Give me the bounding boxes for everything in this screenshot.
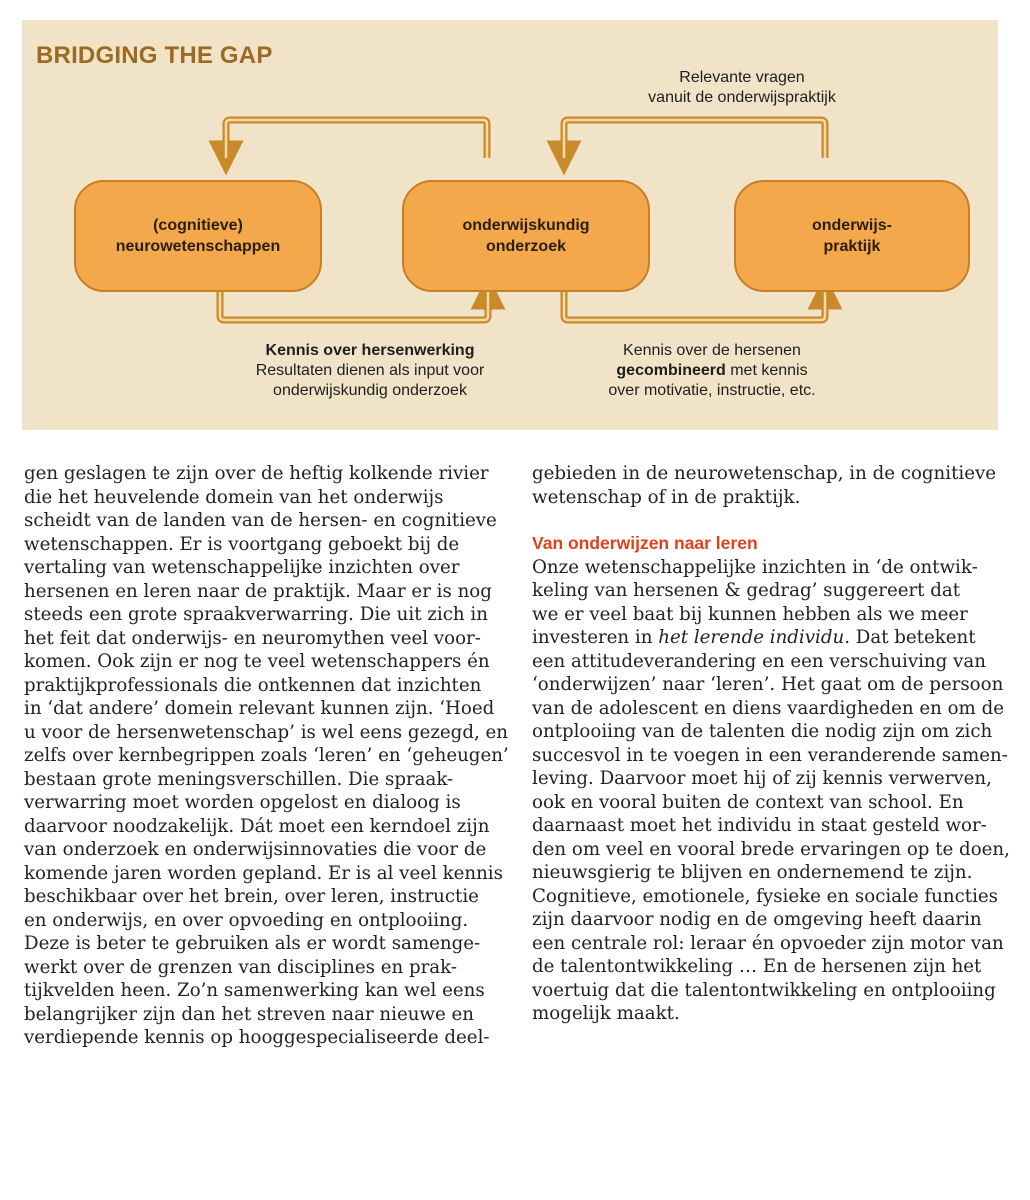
- article-line: belangrijker zijn dan het streven naar nieuwe en: [24, 1003, 475, 1025]
- bridging-the-gap-figure: [22, 20, 998, 430]
- article-line: daarvoor noodzakelijk. Dát moet een kerndoel zijn: [24, 815, 490, 837]
- article-line: hersenen en leren naar de praktijk. Maar er is nog: [24, 580, 492, 602]
- article-line: tijkvelden heen. Zo’n samenwerking kan wel eens: [24, 980, 485, 1001]
- caption-kennis-over-hersenwerking: [210, 341, 530, 401]
- article-line: die het heuvelende domein van het onderwijs: [24, 486, 444, 508]
- article-line: den om veel en vooral brede ervaringen op te doen,: [532, 838, 1010, 860]
- caption-right-bold: gecombineerd: [616, 362, 726, 379]
- article-line: de talentontwikkeling … En de hersenen zijn het: [532, 956, 982, 977]
- article-line: gen geslagen te zijn over de heftig kolkende rivier: [24, 463, 489, 484]
- article-line: we er veel baat bij kunnen hebben als we meer: [532, 603, 968, 625]
- article-line: wetenschap of in de praktijk.: [532, 486, 801, 508]
- article-line: komende jaren worden gepland. Er is al veel kennis: [24, 862, 503, 884]
- article-line: scheidt van de landen van de hersen- en cognitieve: [24, 510, 497, 531]
- article-line: bestaan grote meningsverschillen. Die spraak-: [24, 768, 454, 790]
- box-onderzoek-line-2: onderzoek: [485, 238, 566, 255]
- italic-line-prefix: investeren in: [532, 627, 659, 648]
- article-line: beschikbaar over het brein, over leren, instructie: [24, 886, 479, 907]
- article-line: een attitudeverandering en een verschuiving van: [532, 650, 986, 672]
- box-neuro-line-2: neurowetenschappen: [115, 238, 281, 255]
- caption-kennis-over-de-hersenen: [542, 341, 882, 401]
- article-line: vertaling van wetenschappelijke inzichten over: [24, 557, 460, 578]
- section-heading: Van onderwijzen naar leren: [532, 533, 758, 553]
- box-onderzoek-line-1: onderwijskundig: [462, 217, 590, 234]
- article-line: ontplooiing van de talenten die nodig zijn om zich: [532, 721, 993, 742]
- caption-right-line-1: Kennis over de hersenen: [623, 342, 801, 359]
- box-praktijk-line-2: praktijk: [823, 238, 881, 255]
- caption-left-line-1: Resultaten dienen als input voor: [255, 362, 485, 379]
- article-paragraph-right-intro: [532, 462, 1012, 509]
- article-line: verwarring moet worden opgelost en dialoog is: [24, 792, 461, 813]
- box-onderwijskundig-onderzoek: [402, 180, 650, 292]
- article-column-left: [24, 462, 509, 1050]
- article-line: praktijkprofessionals die ontkennen dat inzichten: [24, 674, 482, 696]
- arrow-onderzoek-to-neuro: [226, 120, 487, 158]
- article-column-right: [532, 462, 1012, 1026]
- article-line: Onze wetenschappelijke inzichten in ‘de ontwik-: [532, 556, 978, 578]
- article-line: zijn daarvoor nodig en de omgeving heeft daarin: [532, 909, 982, 930]
- italic-phrase: het lerende individu: [658, 627, 845, 648]
- italic-line-suffix: . Dat betekent: [844, 627, 976, 648]
- article-line-italic: [532, 626, 1012, 650]
- article-line: steeds een grote spraakverwarring. Die uit zich in: [24, 604, 488, 625]
- box-praktijk-line-1: onderwijs-: [811, 217, 892, 234]
- arrow-praktijk-to-onderzoek: [564, 120, 825, 158]
- article-line: het feit dat onderwijs- en neuromythen veel voor-: [24, 627, 481, 649]
- caption-right-line-2-rest: met kennis: [725, 362, 808, 379]
- caption-top-line-1: Relevante vragen: [679, 69, 805, 86]
- caption-right-line-2: [542, 361, 882, 381]
- article-line: een centrale rol: leraar én opvoeder zijn motor van: [532, 932, 1004, 954]
- article-line: ‘onderwijzen’ naar ‘leren’. Het gaat om de persoon: [532, 674, 1004, 695]
- article-line: Deze is beter te gebruiken als er wordt samenge-: [24, 933, 481, 954]
- article-line: Cognitieve, emotionele, fysieke en sociale functies: [532, 885, 998, 907]
- article-line: keling van hersenen & gedrag’ suggereert dat: [532, 580, 961, 601]
- article-line: voertuig dat die talentontwikkeling en ontplooiing: [532, 979, 996, 1001]
- article-line: komen. Ook zijn er nog te veel wetenschappers én: [24, 651, 490, 672]
- article-line: nieuwsgierig te blijven en ondernemend te zijn.: [532, 862, 973, 883]
- article-line: gebieden in de neurowetenschap, in de cognitieve: [532, 463, 996, 484]
- figure-title: BRIDGING THE GAP: [36, 42, 273, 69]
- caption-left-bold: Kennis over hersenwerking: [265, 342, 475, 359]
- box-neurowetenschappen: [74, 180, 322, 292]
- article-line: wetenschappen. Er is voortgang geboekt bij de: [24, 533, 460, 555]
- article-line: mogelijk maakt.: [532, 1003, 680, 1024]
- article-line: ook en vooral buiten de context van school. En: [532, 791, 964, 813]
- article-paragraph-left: [24, 462, 509, 1050]
- article-line: u voor de hersenwetenschap’ is wel eens gezegd, en: [24, 721, 509, 743]
- article-line: werkt over de grenzen van disciplines en prak-: [24, 956, 458, 978]
- article-line: zelfs over kernbegrippen zoals ‘leren’ en ‘geheugen’: [24, 745, 509, 766]
- article-line: succesvol in te voegen in een veranderende samen-: [532, 744, 1008, 766]
- caption-left-line-2: onderwijskundig onderzoek: [273, 382, 467, 399]
- box-neuro-line-1: (cognitieve): [153, 217, 243, 234]
- article-line: verdiepende kennis op hooggespecialiseerde deel-: [24, 1027, 490, 1048]
- caption-top-line-2: vanuit de onderwijspraktijk: [648, 89, 836, 106]
- box-onderwijspraktijk: [734, 180, 970, 292]
- article-line: leving. Daarvoor moet hij of zij kennis verwerven,: [532, 768, 992, 789]
- article-line: van de adolescent en diens vaardigheden en om de: [532, 697, 1004, 719]
- article-line: van onderzoek en onderwijsinnovaties die voor de: [24, 839, 487, 860]
- article-line: daarnaast moet het individu in staat gesteld wor-: [532, 815, 987, 836]
- article-paragraph-right: [532, 556, 1012, 1026]
- article-line: en onderwijs, en over opvoeding en ontplooiing.: [24, 909, 469, 931]
- article-line: in ‘dat andere’ domein relevant kunnen zijn. ‘Hoed: [24, 698, 495, 719]
- caption-right-line-3: over motivatie, instructie, etc.: [608, 382, 816, 399]
- caption-relevante-vragen: [582, 68, 902, 108]
